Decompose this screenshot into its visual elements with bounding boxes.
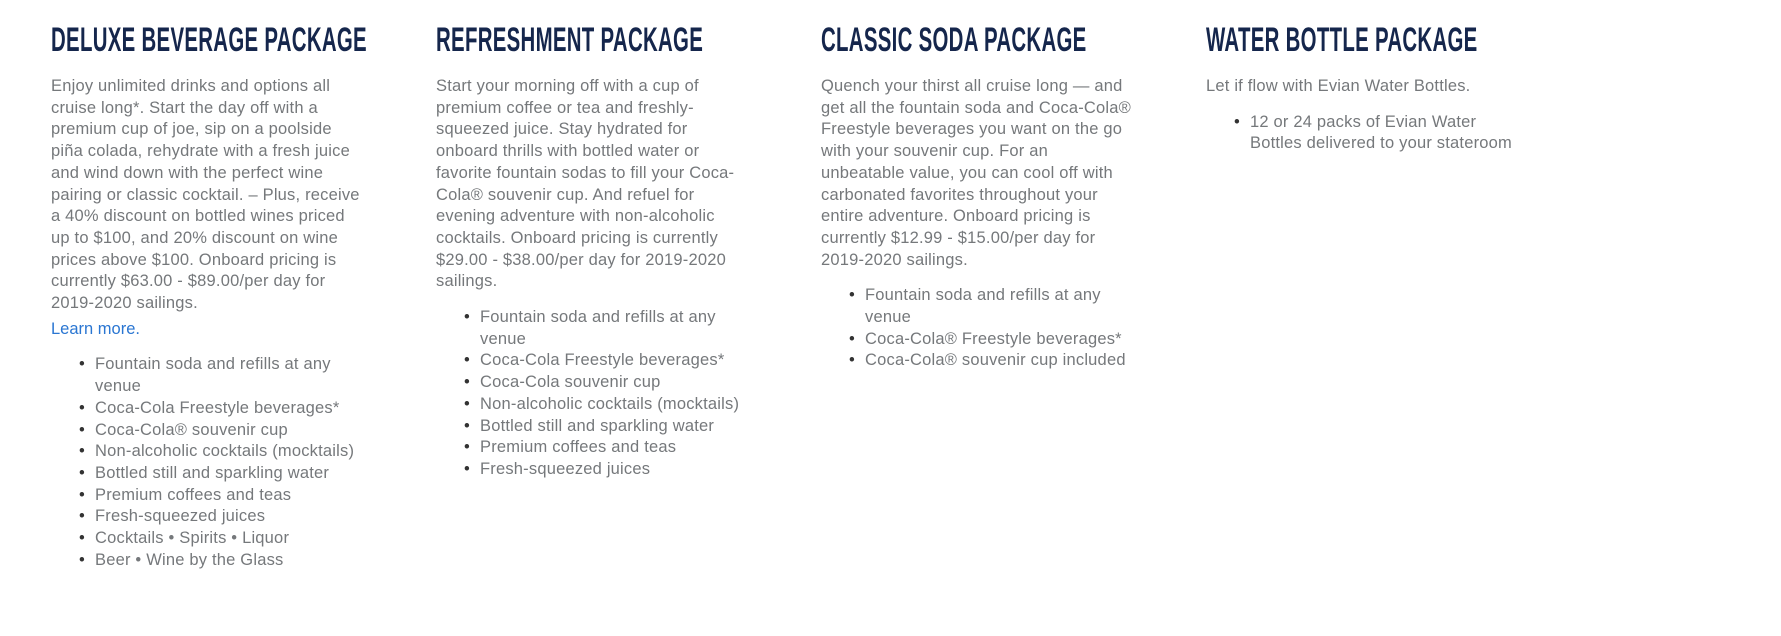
- package-feature-list: [436, 307, 748, 481]
- package-feature-item: • Coca-Cola® souvenir cup included: [849, 350, 1133, 372]
- package-description: Enjoy unlimited drinks and options all cruise long*. Start the day off with a premium cup of joe, sip on a poolside piña colada, rehydrate with a fresh juice and wind down with the perfect wine pairing or classic cocktail. – Plus, receive a 40% discount on bottled wines priced up to $100, and 20% discount on wine prices above $100. Onboard pricing is currently $63.00 - $89.00/per day for 2019-2020 sailings.: [51, 77, 360, 313]
- package-feature-item: • Fresh-squeezed juices: [79, 506, 363, 528]
- package-description: Let if flow with Evian Water Bottles.: [1206, 77, 1471, 95]
- package-feature-item: • Coca-Cola souvenir cup: [464, 372, 748, 394]
- learn-more-link[interactable]: Learn more.: [51, 319, 140, 338]
- package-column-refreshment: [436, 22, 748, 571]
- package-feature-item: • Fountain soda and refills at any venue: [79, 354, 363, 397]
- package-title: WATER BOTTLE PACKAGE: [1206, 21, 1478, 59]
- package-feature-list: [821, 285, 1133, 372]
- package-title: REFRESHMENT PACKAGE: [436, 21, 704, 59]
- package-feature-item: • Fresh-squeezed juices: [464, 459, 748, 481]
- package-feature-item: • Coca-Cola Freestyle beverages*: [464, 350, 748, 372]
- package-feature-item: • 12 or 24 packs of Evian Water Bottles delivered to your stateroom: [1234, 112, 1518, 155]
- package-column-deluxe-beverage: [51, 21, 367, 571]
- package-feature-item: • Coca-Cola® souvenir cup: [79, 420, 363, 442]
- package-feature-item: • Bottled still and sparkling water: [79, 463, 363, 485]
- package-feature-item: • Non-alcoholic cocktails (mocktails): [79, 441, 363, 463]
- package-feature-item: • Non-alcoholic cocktails (mocktails): [464, 394, 748, 416]
- package-title: CLASSIC SODA PACKAGE: [821, 21, 1087, 59]
- package-column-water-bottle: [1206, 22, 1518, 571]
- package-description: Quench your thirst all cruise long — and get all the fountain soda and Coca-Cola® Freestyle beverages you want on the go with your souvenir cup. For an unbeatable value, you can cool off with carbonated favorites throughout your entire adventure. Onboard pricing is currently $12.99 - $15.00/per day for 2019-2020 sailings.: [821, 77, 1132, 269]
- package-feature-item: • Cocktails • Spirits • Liquor: [79, 528, 363, 550]
- package-feature-item: • Premium coffees and teas: [464, 437, 748, 459]
- package-feature-list: [51, 354, 363, 571]
- package-feature-item: • Beer • Wine by the Glass: [79, 550, 363, 572]
- package-feature-item: • Coca-Cola® Freestyle beverages*: [849, 329, 1133, 351]
- package-feature-item: • Fountain soda and refills at any venue: [849, 285, 1133, 328]
- package-description: Start your morning off with a cup of premium coffee or tea and freshly-squeezed juice. Stay hydrated for onboard thrills with bottled water or favorite fountain sodas to fill your Coca-Cola® souvenir cup. And refuel for evening adventure with non-alcoholic cocktails. Onboard pricing is currently $29.00 - $38.00/per day for 2019-2020 sailings.: [436, 77, 735, 291]
- package-feature-item: • Fountain soda and refills at any venue: [464, 307, 748, 350]
- package-feature-item: • Bottled still and sparkling water: [464, 416, 748, 438]
- package-column-classic-soda: [821, 22, 1133, 571]
- package-feature-list: [1206, 112, 1518, 155]
- package-title: DELUXE BEVERAGE PACKAGE: [51, 21, 367, 59]
- package-feature-item: • Premium coffees and teas: [79, 485, 363, 507]
- package-feature-item: • Coca-Cola Freestyle beverages*: [79, 398, 363, 420]
